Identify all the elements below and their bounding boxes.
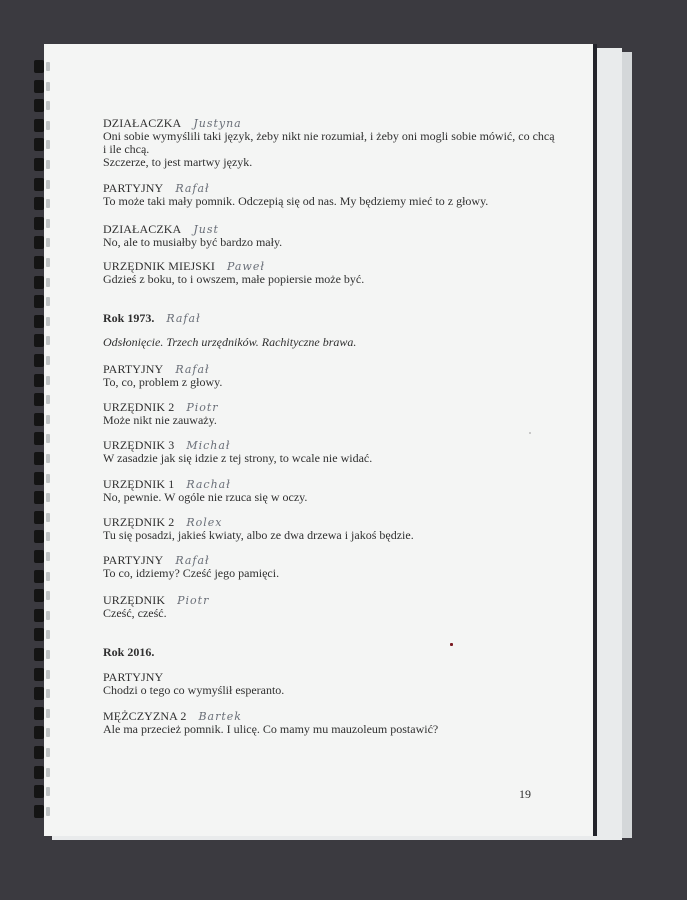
dialogue-block xyxy=(103,710,438,736)
ink-dot xyxy=(450,643,453,646)
binding-coil xyxy=(28,668,50,681)
binding-coil xyxy=(28,197,50,210)
dialogue-line: To co, idziemy? Cześć jego pamięci. xyxy=(103,566,280,580)
speaker-name: URZĘDNIK xyxy=(103,593,166,607)
dialogue-line: Szczerze, to jest martwy język. xyxy=(103,155,253,169)
speaker-name: URZĘDNIK 1 xyxy=(103,477,175,491)
binding-coil xyxy=(28,276,50,289)
handwritten-note: Just xyxy=(193,223,219,236)
speaker-name: URZĘDNIK 2 xyxy=(103,400,175,414)
binding-coil xyxy=(28,256,50,269)
dialogue-line: Tu się posadzi, jakieś kwiaty, albo ze dwa drzewa i jakoś będzie. xyxy=(103,528,414,542)
handwritten-note: Rafał xyxy=(175,554,210,567)
dialogue-line: To, co, problem z głowy. xyxy=(103,375,223,389)
speaker-name: PARTYJNY xyxy=(103,362,164,376)
speaker-name: PARTYJNY xyxy=(103,553,164,567)
spiral-binding xyxy=(28,52,54,842)
binding-coil xyxy=(28,138,50,151)
handwritten-note: Rolex xyxy=(186,516,223,529)
binding-coil xyxy=(28,746,50,759)
speaker-name: DZIAŁACZKA xyxy=(103,222,182,236)
dialogue-block xyxy=(103,594,209,620)
binding-coil xyxy=(28,530,50,543)
handwritten-note: Rafał xyxy=(166,312,201,325)
dialogue-line: Ale ma przecież pomnik. I ulicę. Co mamy mu mauzoleum postawić? xyxy=(103,722,439,736)
scene-heading-2016: Rok 2016. xyxy=(103,645,155,659)
binding-coil xyxy=(28,80,50,93)
binding-coil xyxy=(28,315,50,328)
binding-coil xyxy=(28,570,50,583)
binding-coil xyxy=(28,236,50,249)
dialogue-block xyxy=(103,401,219,427)
handwritten-note: Rachał xyxy=(186,478,231,491)
dialogue-line: No, pewnie. W ogóle nie rzuca się w oczy. xyxy=(103,490,308,504)
binding-coil xyxy=(28,707,50,720)
dialogue-line: No, ale to musiałby być bardzo mały. xyxy=(103,235,283,249)
binding-coil xyxy=(28,452,50,465)
dialogue-line: i ile chcą. xyxy=(103,142,150,156)
binding-coil xyxy=(28,491,50,504)
speaker-name: PARTYJNY xyxy=(103,670,164,684)
scene-heading: Rok 1973. xyxy=(103,311,155,325)
binding-coil xyxy=(28,472,50,485)
handwritten-note: Paweł xyxy=(226,260,265,273)
dialogue-block xyxy=(103,671,284,697)
binding-coil xyxy=(28,99,50,112)
script-page xyxy=(44,44,597,836)
binding-coil xyxy=(28,334,50,347)
dialogue-block xyxy=(103,516,414,542)
scene-heading-1973 xyxy=(103,312,201,325)
dialogue-block xyxy=(103,554,279,580)
dialogue-line: Gdzieś z boku, to i owszem, małe popiersie może być. xyxy=(103,272,365,286)
binding-coil xyxy=(28,295,50,308)
speaker-name: DZIAŁACZKA xyxy=(103,116,182,130)
binding-coil xyxy=(28,785,50,798)
binding-coil xyxy=(28,178,50,191)
binding-coil xyxy=(28,158,50,171)
dialogue-block xyxy=(103,182,488,208)
binding-coil xyxy=(28,413,50,426)
binding-coil xyxy=(28,589,50,602)
binding-coil xyxy=(28,432,50,445)
dialogue-block xyxy=(103,439,372,465)
stage-direction: Odsłonięcie. Trzech urzędników. Rachityczne brawa. xyxy=(103,335,357,349)
speaker-name: URZĘDNIK 3 xyxy=(103,438,175,452)
binding-coil xyxy=(28,354,50,367)
binding-coil xyxy=(28,766,50,779)
dialogue-line: Może nikt nie zauważy. xyxy=(103,413,217,427)
handwritten-note: Piotr xyxy=(177,594,210,607)
dialogue-line: Cześć, cześć. xyxy=(103,606,167,620)
dialogue-block xyxy=(103,117,555,169)
handwritten-note: Piotr xyxy=(186,401,219,414)
binding-coil xyxy=(28,393,50,406)
binding-coil xyxy=(28,628,50,641)
binding-coil xyxy=(28,550,50,563)
binding-coil xyxy=(28,511,50,524)
speaker-name: URZĘDNIK MIEJSKI xyxy=(103,259,215,273)
handwritten-note: Bartek xyxy=(198,710,242,723)
dialogue-block xyxy=(103,223,282,249)
dialogue-line: To może taki mały pomnik. Odczepią się od nas. My będziemy mieć to z głowy. xyxy=(103,194,489,208)
speaker-name: PARTYJNY xyxy=(103,181,164,195)
handwritten-note: Michał xyxy=(186,439,231,452)
binding-coil xyxy=(28,119,50,132)
binding-coil xyxy=(28,217,50,230)
handwritten-note: Justyna xyxy=(193,117,242,130)
binding-coil xyxy=(28,687,50,700)
dialogue-block xyxy=(103,478,307,504)
binding-coil xyxy=(28,609,50,622)
page-number: 19 xyxy=(519,787,531,801)
dialogue-block xyxy=(103,363,222,389)
speaker-name: MĘŻCZYZNA 2 xyxy=(103,709,187,723)
handwritten-note: Rafał xyxy=(175,182,210,195)
speaker-name: URZĘDNIK 2 xyxy=(103,515,175,529)
dialogue-line: Oni sobie wymyślili taki język, żeby nikt nie rozumiał, i żeby oni mogli sobie mówić, co chcą xyxy=(103,129,555,143)
dialogue-line: Chodzi o tego co wymyślił esperanto. xyxy=(103,683,285,697)
binding-coil xyxy=(28,648,50,661)
handwritten-note: Rafał xyxy=(175,363,210,376)
dialogue-line: W zasadzie jak się idzie z tej strony, to wcale nie widać. xyxy=(103,451,373,465)
binding-coil xyxy=(28,60,50,73)
dialogue-block xyxy=(103,260,364,286)
binding-coil xyxy=(28,374,50,387)
paper-speck xyxy=(529,432,531,434)
binding-coil xyxy=(28,805,50,818)
binding-coil xyxy=(28,726,50,739)
